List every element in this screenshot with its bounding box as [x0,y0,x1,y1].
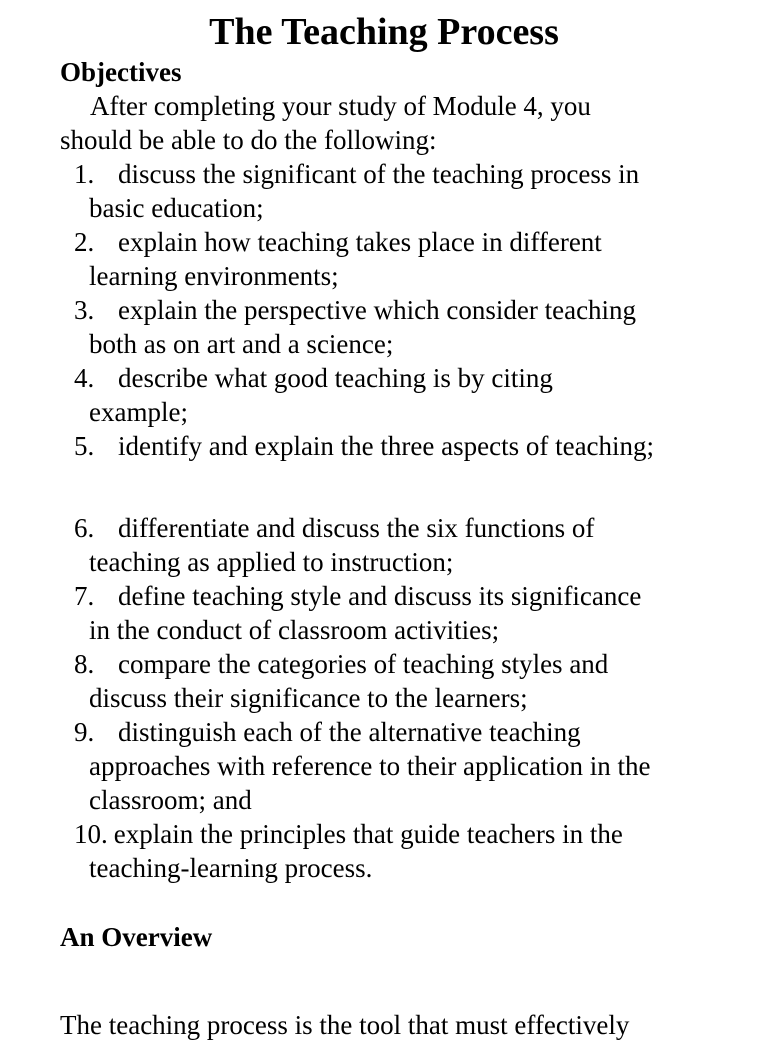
list-item [74,361,764,429]
list-item-text: example; [89,397,188,427]
list-item-text: compare the categories of teaching styles and [118,649,609,679]
list-item-number: 2. [74,227,95,257]
intro-line-2: should be able to do the following: [60,125,437,155]
list-item-text: teaching as applied to instruction; [89,547,454,577]
list-item [74,225,764,293]
list-item-text: explain how teaching takes place in different [118,227,602,257]
list-item-text: differentiate and discuss the six functions of [118,513,595,543]
list-item-number: 10. [74,819,108,849]
list-item-text: explain the perspective which consider teaching [118,295,637,325]
intro-paragraph [60,89,750,157]
list-item-text: basic education; [89,193,264,223]
list-item-text: discuss the significant of the teaching process in [118,159,640,189]
list-item-text: learning environments; [89,261,339,291]
overview-heading: An Overview [60,922,213,952]
objectives-heading: Objectives [60,57,182,87]
objectives-list-part-2 [74,511,764,885]
list-item [74,429,764,463]
list-item-number: 8. [74,649,95,679]
list-item [74,715,764,817]
overview-paragraph-cutoff: The teaching process is the tool that must effectively [60,1010,630,1040]
list-item-text: discuss their significance to the learners; [89,683,528,713]
page-title: The Teaching Process [209,11,559,53]
list-item-text: in the conduct of classroom activities; [89,615,500,645]
list-item-number: 9. [74,717,95,747]
intro-line-1: After completing your study of Module 4, you [90,91,591,121]
list-item-number: 1. [74,159,95,189]
list-item-number: 5. [74,431,95,461]
list-item-number: 7. [74,581,95,611]
list-item [74,579,764,647]
list-item-text: classroom; and [89,785,252,815]
list-item-text: distinguish each of the alternative teaching [118,717,581,747]
list-item-number: 3. [74,295,95,325]
list-item [74,647,764,715]
list-item [74,157,764,225]
list-item [74,511,764,579]
list-item-text: describe what good teaching is by citing [118,363,553,393]
list-item-number: 4. [74,363,95,393]
list-item-text: identify and explain the three aspects of teaching; [118,431,655,461]
objectives-list-part-1 [74,157,764,463]
list-item [74,817,764,885]
list-item-text: both as on art and a science; [89,329,394,359]
list-item-number: 6. [74,513,95,543]
list-item [74,293,764,361]
list-item-text: teaching-learning process. [89,853,373,883]
list-item-text: explain the principles that guide teachers in the [113,819,623,849]
list-item-text: define teaching style and discuss its significance [118,581,642,611]
list-item-text: approaches with reference to their application in the [89,751,651,781]
